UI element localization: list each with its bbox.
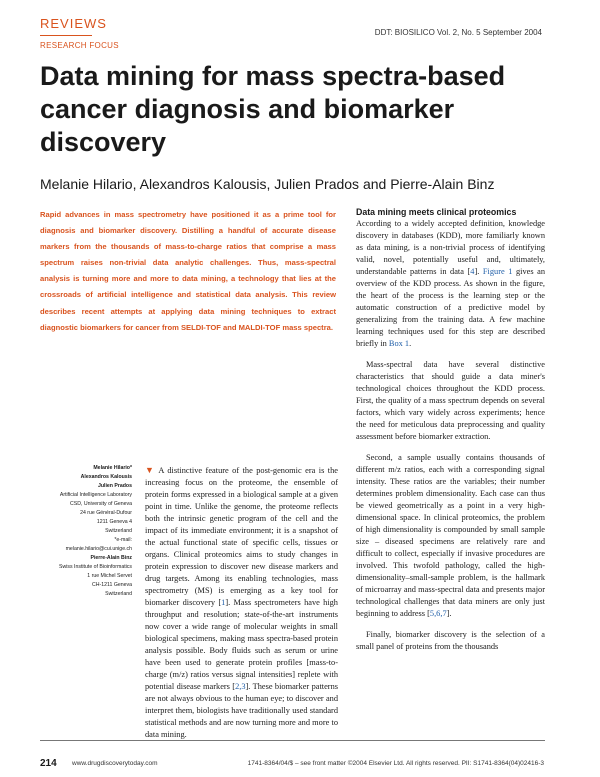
- article-title: Data mining for mass spectra-based cancer diagnosis and biomarker discovery: [40, 61, 506, 157]
- body-paragraph: Mass-spectral data have several distinctive characteristics that should guide a data miner's technological choices throughout the KDD process. First, the quality of a mass spectrum depends on several factors, which vary widely across experiments; hence the need for meticulous data preprocessing and quality assessment before biomarker extraction.: [356, 360, 545, 441]
- affil-name: Julien Prados: [97, 483, 132, 489]
- right-column: [356, 206, 545, 653]
- reference-link[interactable]: 2,3: [235, 682, 246, 691]
- affil-line: 1 rue Michel Servet: [87, 573, 132, 579]
- reference-link[interactable]: 5,6,7: [429, 609, 447, 618]
- section-heading: Data mining meets clinical proteomics: [356, 207, 517, 217]
- body-paragraph: According to a widely accepted definition, knowledge discovery in databases (KDD), more familiarly known as data mining, is a non-trivial process of identifying valid, novel, potentially useful and, ultimately, understandable patterns in data [4]. Figure 1 gives an overview of the KDD process. As shown in the figure, the heart of the process is the learning step or the automatic construction of a predictive model by generalizing from the training data. A few machine learning techniques used for this step are described briefly in Box 1.: [356, 219, 545, 348]
- section-label: REVIEWS: [40, 16, 107, 31]
- affil-line: 1211 Geneva 4: [96, 519, 132, 525]
- affil-name: Melanie Hilario*: [93, 465, 132, 471]
- abstract: Rapid advances in mass spectrometry have positioned it as a prime tool for diagnosis and biomarker discovery. Distilling a handful of accurate disease markers from the thousands of mass-to-charge ratios that comprise a mass spectrum raises non-trivial data analytic challenges. Thus, mass-spectral analysis is turning more and more to data mining, a technology that lies at the crossroads of artificial intelligence and statistical data analysis. This review describes recent attempts at applying data mining techniques to extract diagnostic biomarkers for cancer from SELDI-TOF and MALDI-TOF mass spectra.: [40, 210, 336, 332]
- section-divider: [40, 35, 92, 36]
- affil-line: CH-1211 Geneva: [92, 582, 132, 588]
- page-number: 214: [40, 758, 57, 769]
- affil-line: 24 rue Général-Dufour: [80, 510, 132, 516]
- affil-line: Switzerland: [105, 528, 132, 534]
- reference-link[interactable]: 4: [470, 267, 475, 276]
- affil-name: Pierre-Alain Binz: [90, 555, 132, 561]
- affil-name: Alexandros Kalousis: [80, 474, 132, 480]
- box-link[interactable]: Box 1: [388, 339, 410, 348]
- body-paragraph: Second, a sample usually contains thousands of different m/z ratios, each with a corresponding signal intensity. These ratios are the variables; their number determines problem dimensionality. Each case can thus be viewed geometrically as a point in a very high-dimensional space. In clinical proteomics, the problem of high dimensionality is compounded by small sample size – diseased specimens are relatively rare and difficult to collect, especially if invasive procedures are involved. This twofold pathology, called the high-dimensionality–small-sample problem, is the hallmark of microarray and mass-spectral data and presents major technological challenges that data miners are only just beginning to address [5,6,7].: [356, 453, 545, 618]
- subsection-label: RESEARCH FOCUS: [40, 41, 119, 50]
- author-affiliations: [40, 464, 132, 599]
- author-list: Melanie Hilario, Alexandros Kalousis, Julien Prados and Pierre-Alain Binz: [40, 176, 495, 192]
- email-label: *e-mail:: [114, 537, 132, 543]
- affil-line: Artificial Intelligence Laboratory: [59, 492, 132, 498]
- figure-link[interactable]: Figure 1: [482, 267, 513, 276]
- journal-citation: DDT: BIOSILICO Vol. 2, No. 5 September 2004: [374, 28, 542, 37]
- footer-url[interactable]: www.drugdiscoverytoday.com: [72, 760, 158, 767]
- footer-copyright: 1741-8364/04/$ – see front matter ©2004 Elsevier Ltd. All rights reserved. PII: S1741-8364(04)02416-3: [247, 760, 544, 767]
- reference-link[interactable]: 1: [221, 598, 226, 607]
- body-paragraph: Finally, biomarker discovery is the selection of a small panel of proteins from the thousands: [356, 630, 545, 651]
- footer-divider: [40, 740, 545, 741]
- affil-line: Switzerland: [105, 591, 132, 597]
- section-marker-icon: ▼: [145, 465, 156, 475]
- intro-paragraph: ▼ A distinctive feature of the post-genomic era is the increasing focus on the proteome, the ensemble of protein forms expressed in a biological sample at a given point in time. Unlike the genome, the proteome reflects both the intrinsic genetic program of the cell and the impact of its immediate environment; it is a snapshot of the actual functional state of specific cells, tissues or organs. Clinical proteomics aims to study changes in protein expression to discover new disease markers and drug targets. Among its enabling technologies, mass spectrometry (MS) is emerging as a key tool for biomarker discovery [1]. Mass spectrometers have high throughput and resolution; state-of-the-art instruments now cover a wide range of molecular weights in small biological specimens, making mass spectra-based protein analysis possible. Body fluids such as serum or urine have been used to generate protein profiles [mass-to-charge (m/z) ratios versus signal intensities] replete with potential disease markers [2,3]. These biomarker patterns are not always obvious to the human eye; to discover and interpret them, biologists have traditionally used standard statistical methods and are now turning more and more to data mining.: [145, 465, 339, 739]
- affil-line: Swiss Institute of Bioinformatics: [59, 564, 132, 570]
- email-address[interactable]: melanie.hilario@cui.unige.ch: [65, 546, 132, 552]
- affil-line: CSD, University of Geneva: [70, 501, 132, 507]
